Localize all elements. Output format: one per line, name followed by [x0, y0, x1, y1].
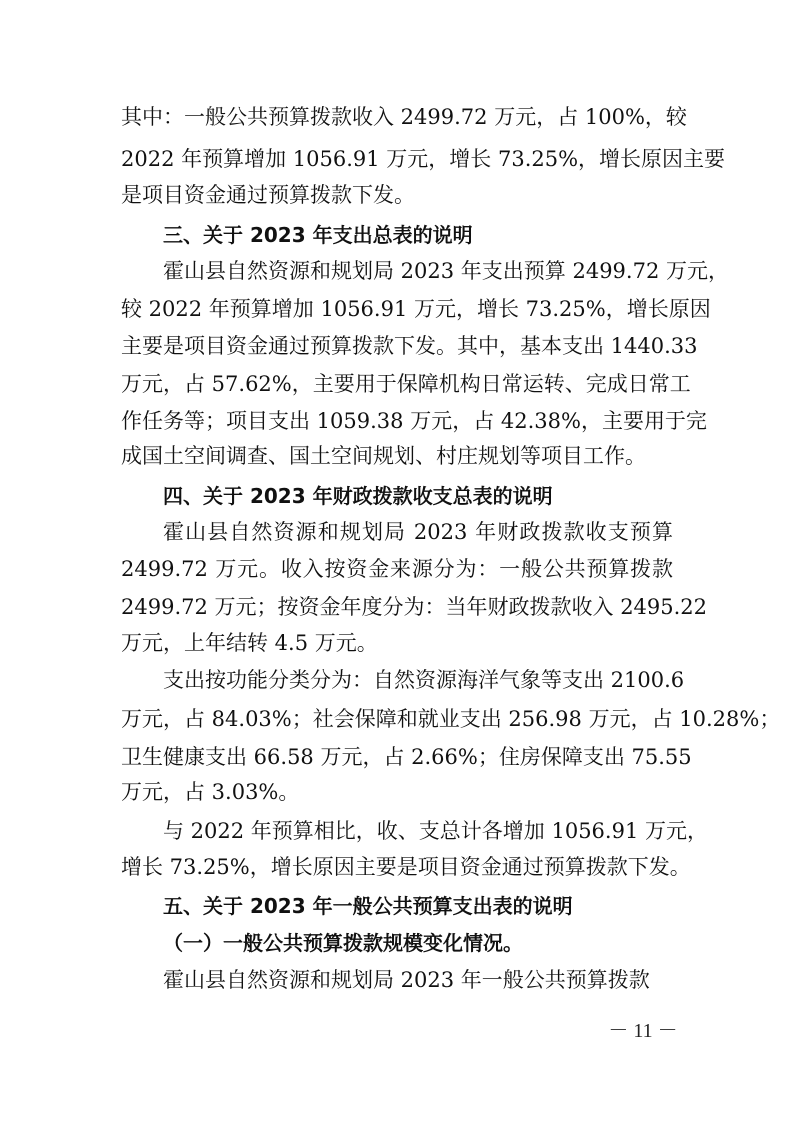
paragraph-line: 万元，上年结转 4.5 万元。: [121, 631, 378, 655]
page-number: － 11 －: [608, 1020, 678, 1042]
paragraph-line: 2022 年预算增加 1056.91 万元，增长 73.25%，增长原因主要: [121, 147, 726, 171]
paragraph-line: 2499.72 万元；按资金年度分为：当年财政拨款收入 2495.22: [121, 595, 708, 619]
subsection-heading-1: （一）一般公共预算拨款规模变化情况。: [163, 931, 523, 955]
paragraph-line: 其中：一般公共预算拨款收入 2499.72 万元，占 100%，较: [121, 105, 687, 129]
paragraph-line: 霍山县自然资源和规划局 2023 年支出预算 2499.72 万元，: [163, 259, 729, 283]
paragraph-line: 霍山县自然资源和规划局 2023 年财政拨款收支预算: [163, 520, 673, 544]
paragraph-line: 万元，占 57.62%，主要用于保障机构日常运转、完成日常工: [121, 372, 691, 396]
paragraph-line: 主要是项目资金通过预算拨款下发。其中，基本支出 1440.33: [121, 334, 698, 358]
paragraph-line: 是项目资金通过预算拨款下发。: [121, 183, 415, 207]
paragraph-line: 较 2022 年预算增加 1056.91 万元，增长 73.25%，增长原因: [121, 297, 711, 321]
paragraph-line: 万元，占 84.03%；社会保障和就业支出 256.98 万元，占 10.28%；: [121, 707, 781, 731]
paragraph-line: 与 2022 年预算相比，收、支总计各增加 1056.91 万元，: [163, 819, 708, 843]
paragraph-line: 万元，占 3.03%。: [121, 780, 300, 804]
paragraph-line: 增长 73.25%，增长原因主要是项目资金通过预算拨款下发。: [121, 855, 691, 879]
paragraph-line: 2499.72 万元。收入按资金来源分为：一般公共预算拨款: [121, 557, 673, 581]
paragraph-line: 成国土空间调查、国土空间规划、村庄规划等项目工作。: [121, 444, 646, 468]
section-heading-3: 三、关于 2023 年支出总表的说明: [163, 223, 473, 247]
paragraph-line: 卫生健康支出 66.58 万元，占 2.66%；住房保障支出 75.55: [121, 745, 692, 769]
paragraph-line: 支出按功能分类分为：自然资源海洋气象等支出 2100.6: [163, 668, 685, 692]
section-heading-5: 五、关于 2023 年一般公共预算支出表的说明: [163, 894, 573, 918]
paragraph-line: 霍山县自然资源和规划局 2023 年一般公共预算拨款: [163, 968, 650, 992]
paragraph-line: 作任务等；项目支出 1059.38 万元，占 42.38%，主要用于完: [121, 409, 707, 433]
section-heading-4: 四、关于 2023 年财政拨款收支总表的说明: [163, 484, 553, 508]
